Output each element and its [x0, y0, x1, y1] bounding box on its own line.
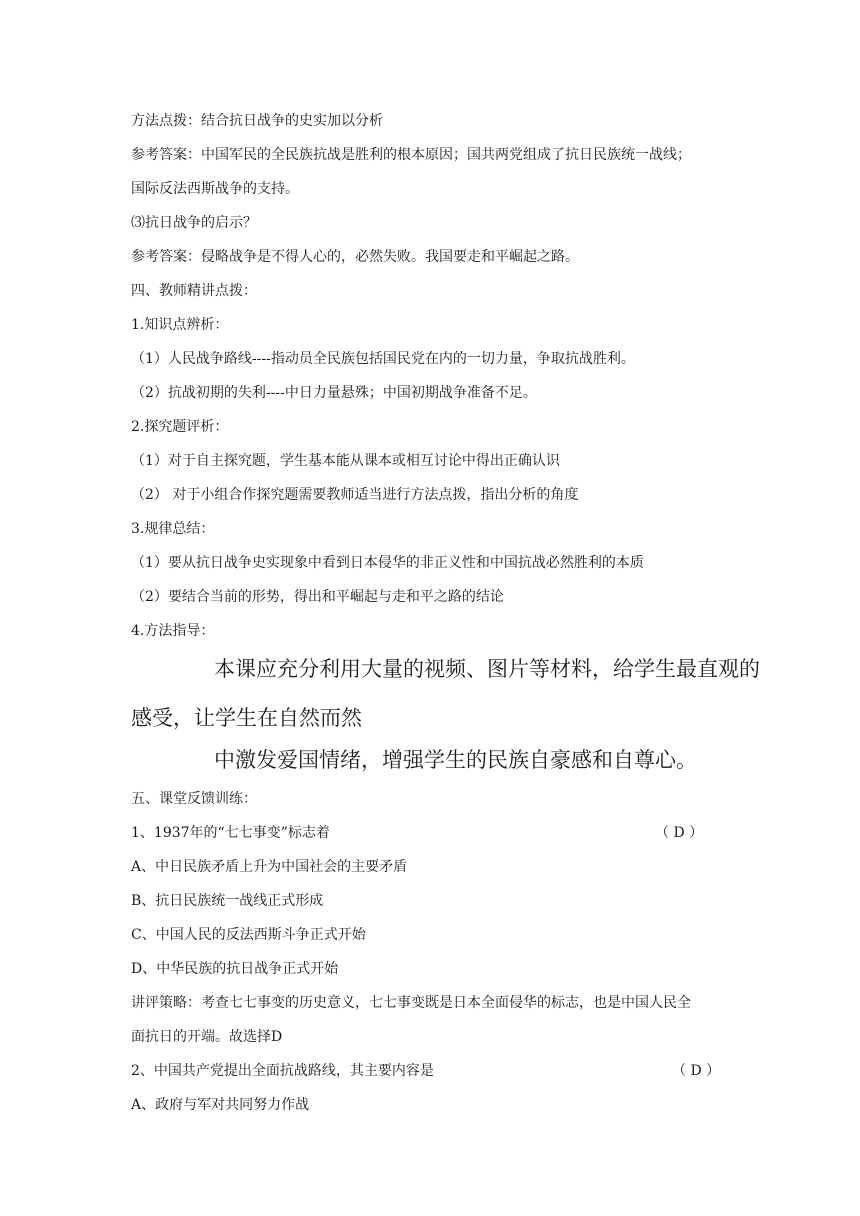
rules-item-2: （2）要结合当前的形势，得出和平崛起与走和平之路的结论 — [131, 589, 504, 605]
question-1-option-a: A、中日民族矛盾上升为中国社会的主要矛盾 — [131, 859, 408, 875]
reference-answer-line: 参考答案：中国军民的全民族抗战是胜利的根本原因；国共两党组成了抗日民族统一战线； — [131, 147, 691, 163]
question-1-option-c: C、中国人民的反法西斯斗争正式开始 — [131, 927, 366, 943]
question-1-option-b: B、抗日民族统一战线正式形成 — [131, 893, 324, 909]
question-1-comment-line-2: 面抗日的开端。故选择D — [131, 1029, 283, 1045]
method-guide-line-2: 感受，让学生在自然而然 — [131, 706, 362, 730]
reference-answer-continuation: 国际反法西斯战争的支持。 — [131, 181, 299, 197]
question-2-option-a: A、政府与军对共同努力作战 — [131, 1097, 310, 1113]
question-2-stem: 2、中国共产党提出全面抗战路线，其主要内容是 — [131, 1063, 434, 1079]
subheading-method: 4.方法指导： — [131, 623, 215, 639]
subheading-rules: 3.规律总结： — [131, 521, 215, 537]
inquiry-item-2: （2） 对于小组合作探究题需要教师适当进行方法点拨，指出分析的角度 — [131, 487, 579, 503]
question-2-answer: （ D ） — [672, 1063, 721, 1079]
question-1-answer: （ D ） — [655, 825, 704, 841]
question-1-comment-line-1: 讲评策略：考查七七事变的历史意义，七七事变既是日本全面侵华的标志，也是中国人民全 — [131, 995, 691, 1011]
section-4-heading: 四、教师精讲点拨： — [131, 283, 257, 299]
reference-answer-3-line: 参考答案：侵略战争是不得人心的，必然失败。我国要走和平崛起之路。 — [131, 249, 579, 265]
method-guide-line-1: 本课应充分利用大量的视频、图片等材料，给学生最直观的 — [214, 657, 760, 681]
question-1-option-d: D、中华民族的抗日战争正式开始 — [131, 961, 339, 977]
question-1-stem: 1、1937年的“七七事变”标志着 — [131, 825, 330, 841]
method-tip-line: 方法点拨：结合抗日战争的史实加以分析 — [131, 113, 383, 129]
knowledge-item-2: （2）抗战初期的失利----中日力量悬殊；中国初期战争准备不足。 — [131, 385, 537, 401]
question-3-line: ⑶抗日战争的启示？ — [131, 215, 257, 231]
section-5-heading: 五、课堂反馈训练： — [131, 791, 257, 807]
inquiry-item-1: （1）对于自主探究题，学生基本能从课本或相互讨论中得出正确认识 — [131, 453, 560, 469]
subheading-inquiry: 2.探究题评析： — [131, 419, 229, 435]
subheading-knowledge: 1.知识点辨析： — [131, 317, 229, 333]
rules-item-1: （1）要从抗日战争史实现象中看到日本侵华的非正义性和中国抗战必然胜利的本质 — [131, 555, 644, 571]
knowledge-item-1: （1）人民战争路线----指动员全民族包括国民党在内的一切力量，争取抗战胜利。 — [131, 351, 635, 367]
method-guide-line-3: 中激发爱国情绪，增强学生的民族自豪感和自尊心。 — [214, 748, 697, 772]
